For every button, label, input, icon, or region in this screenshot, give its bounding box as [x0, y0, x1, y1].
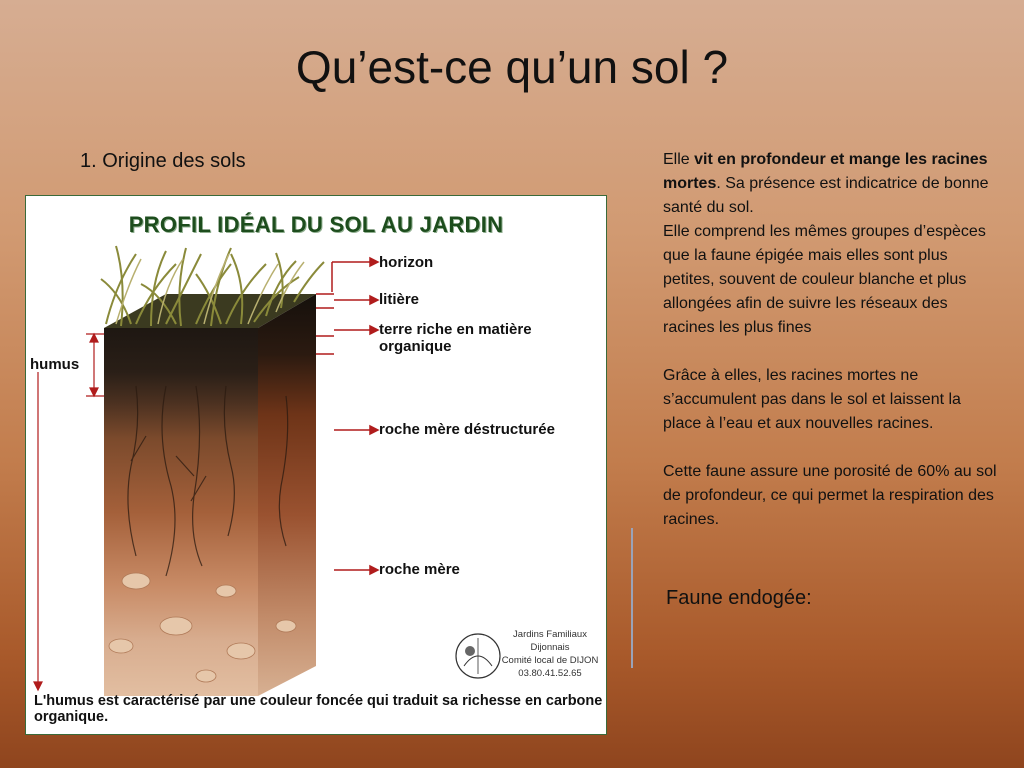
logo-line-3: Comité local de DIJON: [501, 655, 599, 666]
divider-line: [631, 528, 633, 668]
logo-line-2: Dijonnais: [530, 642, 570, 653]
p1-rest: . Sa présence est indicatrice de bonne santé du sol.: [663, 175, 989, 216]
label-horizon: horizon: [379, 254, 434, 271]
logo-line-1: Jardins Familiaux: [513, 629, 587, 640]
label-litiere: litière: [379, 291, 420, 308]
soil-side-face: [258, 294, 316, 696]
logo-text: [500, 628, 600, 680]
section-subtitle: 1. Origine des sols: [80, 150, 246, 172]
jardins-logo: [456, 634, 500, 678]
label-roche-mere: roche mère: [379, 561, 460, 578]
right-text-block: [663, 148, 998, 532]
figure-title: PROFIL IDÉAL DU SOL AU JARDIN: [128, 212, 504, 237]
p1-intro: Elle: [663, 151, 695, 168]
slide-title: Qu’est-ce qu’un sol ?: [295, 41, 729, 93]
label-roche-destructuree: roche mère déstructurée: [379, 421, 555, 438]
label-terre-riche: terre riche en matière organique: [379, 321, 532, 355]
figure-caption: L'humus est caractérisé par une couleur foncée qui traduit sa richesse en carbone organique.: [34, 693, 603, 725]
label-humus: humus: [30, 356, 80, 373]
paragraph-2: Grâce à elles, les racines mortes ne s’accumulent pas dans le sol et laissent la place à l’eau et aux nouvelles racines.: [663, 367, 961, 432]
logo-line-4: 03.80.41.52.65: [518, 668, 582, 679]
label-arrows: [316, 258, 378, 574]
faune-endogee-label: Faune endogée:: [666, 587, 812, 609]
humus-bracket: [34, 334, 104, 690]
p1-bold: vit en profondeur et mange les racines mortes: [663, 151, 988, 192]
paragraph-1b: Elle comprend les mêmes groupes d’espèces que la faune épigée mais elles sont plus petites, souvent de couleur blanche et plus allongées afin de suivre les réseaux des racines les plus fines: [663, 223, 986, 336]
paragraph-3: Cette faune assure une porosité de 60% au sol de profondeur, ce qui permet la respiration des racines.: [663, 463, 997, 528]
soil-profile-figure: [25, 195, 607, 735]
paragraph-1: [663, 148, 998, 220]
